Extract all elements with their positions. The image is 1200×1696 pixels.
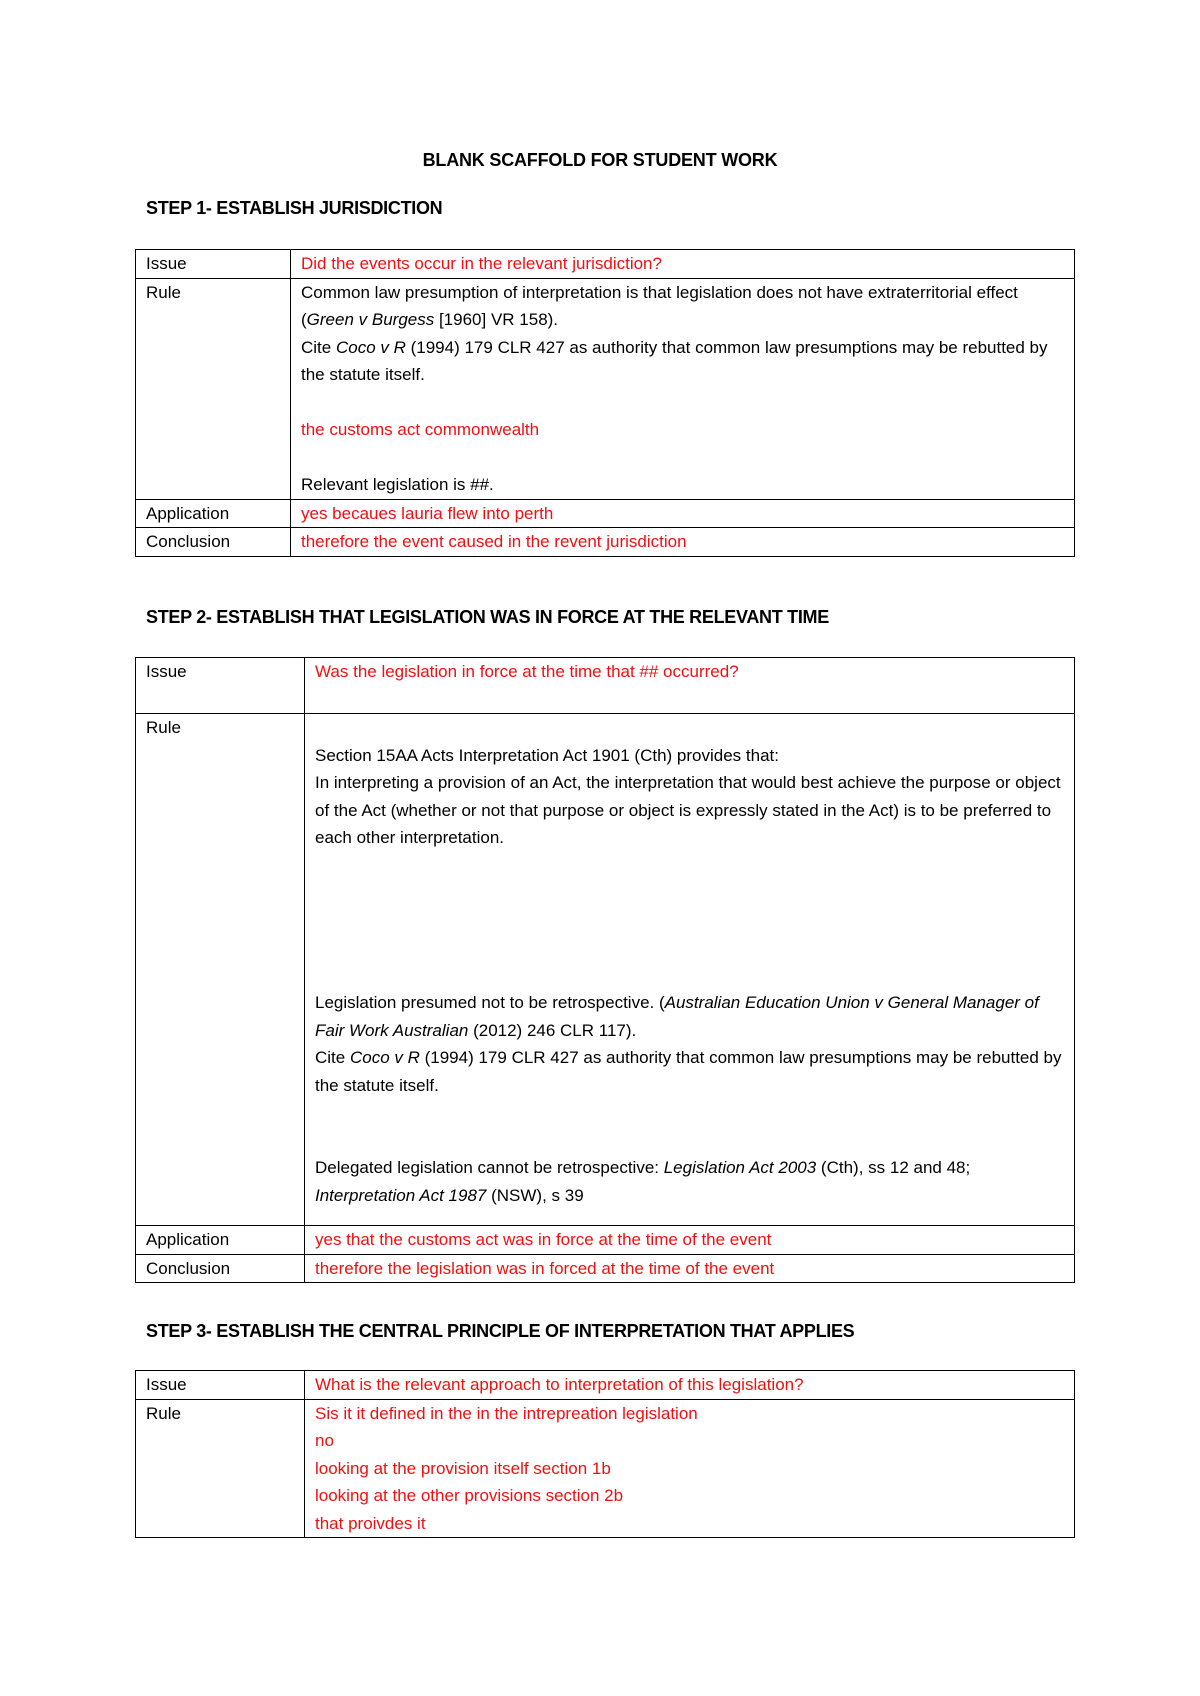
step2-conclusion-text: therefore the legislation was in forced at the time of the event bbox=[305, 1254, 1075, 1283]
case-coco-v-r: Coco v R bbox=[335, 337, 406, 357]
step1-heading: STEP 1- ESTABLISH JURISDICTION bbox=[146, 198, 443, 218]
step3-issue-label: Issue bbox=[136, 1371, 305, 1400]
step1-table bbox=[135, 249, 1075, 557]
step3-table bbox=[135, 1370, 1075, 1538]
step2-rule-paragraph-4: Cite Coco v R (1994) 179 CLR 427 as authority that common law presumptions may be rebutted by the statute itself. bbox=[315, 1048, 1062, 1095]
step2-rule-cell bbox=[305, 714, 1075, 1226]
step2-issue-label: Issue bbox=[136, 658, 305, 714]
step2-issue-row bbox=[136, 658, 1075, 714]
step1-rule-label: Rule bbox=[136, 278, 291, 499]
act-legislation-act-2003: Legislation Act 2003 bbox=[663, 1158, 817, 1177]
step2-rule-paragraph-3: Legislation presumed not to be retrospective. (Australian Education Union v General Manager of Fair Work Australian (2012) 246 CLR 117). bbox=[315, 993, 1039, 1040]
step3-rule-line: that proivdes it bbox=[315, 1513, 426, 1533]
step2-conclusion-row bbox=[136, 1254, 1075, 1283]
step1-application-row bbox=[136, 499, 1075, 528]
step1-rule-paragraph-3: Relevant legislation is ##. bbox=[301, 475, 494, 494]
step3-rule-row bbox=[136, 1399, 1075, 1538]
step2-table bbox=[135, 657, 1075, 1283]
step1-rule-paragraph-2: Cite Coco v R (1994) 179 CLR 427 as authority that common law presumptions may be rebutted by the statute itself. bbox=[301, 337, 1048, 384]
step1-conclusion-row bbox=[136, 528, 1075, 557]
step1-conclusion-text: therefore the event caused in the revent jurisdiction bbox=[291, 528, 1075, 557]
step2-heading: STEP 2- ESTABLISH THAT LEGISLATION WAS IN FORCE AT THE RELEVANT TIME bbox=[146, 607, 829, 627]
step1-issue-text: Did the events occur in the relevant jurisdiction? bbox=[291, 250, 1075, 279]
document-title: BLANK SCAFFOLD FOR STUDENT WORK bbox=[422, 150, 778, 170]
step1-issue-row bbox=[136, 250, 1075, 279]
step2-rule-paragraph-1: Section 15AA Acts Interpretation Act 1901 (Cth) provides that: bbox=[315, 745, 779, 765]
step1-conclusion-label: Conclusion bbox=[136, 528, 291, 557]
step3-rule-line: no bbox=[315, 1431, 334, 1450]
step2-rule-paragraph-5: Delegated legislation cannot be retrospective: Legislation Act 2003 (Cth), ss 12 and 48; Interpretation Act 1987 (NSW), s 39 bbox=[315, 1158, 971, 1205]
step3-rule-label: Rule bbox=[136, 1399, 305, 1538]
step3-heading: STEP 3- ESTABLISH THE CENTRAL PRINCIPLE OF INTERPRETATION THAT APPLIES bbox=[146, 1321, 855, 1341]
step3-rule-cell bbox=[305, 1399, 1075, 1538]
step2-issue-text: Was the legislation in force at the time that ## occurred? bbox=[305, 658, 1075, 714]
step2-rule-label: Rule bbox=[136, 714, 305, 1226]
case-aeu-v-fwa: Australian Education Union v General Manager of Fair Work Australian bbox=[315, 993, 1039, 1040]
step2-rule-row bbox=[136, 714, 1075, 1226]
step3-issue-row bbox=[136, 1371, 1075, 1400]
act-interpretation-act-1987: Interpretation Act 1987 bbox=[315, 1185, 487, 1205]
step1-rule-row bbox=[136, 278, 1075, 499]
case-green-v-burgess: Green v Burgess bbox=[306, 310, 435, 329]
case-coco-v-r: Coco v R bbox=[349, 1048, 420, 1067]
step3-issue-text: What is the relevant approach to interpretation of this legislation? bbox=[305, 1371, 1075, 1400]
step2-application-row bbox=[136, 1226, 1075, 1255]
step1-rule-answer: the customs act commonwealth bbox=[301, 420, 540, 439]
step2-application-text: yes that the customs act was in force at the time of the event bbox=[305, 1226, 1075, 1255]
step1-application-text: yes becaues lauria flew into perth bbox=[291, 499, 1075, 528]
step2-conclusion-label: Conclusion bbox=[136, 1254, 305, 1283]
step1-issue-label: Issue bbox=[136, 250, 291, 279]
step1-rule-cell bbox=[291, 278, 1075, 499]
step3-rule-line: Sis it it defined in the in the intrepreation legislation bbox=[315, 1403, 698, 1423]
step2-application-label: Application bbox=[136, 1226, 305, 1255]
step3-rule-line: looking at the other provisions section 2b bbox=[315, 1486, 624, 1505]
step1-rule-paragraph-1: Common law presumption of interpretation is that legislation does not have extraterritorial effect (Green v Burgess [1960] VR 158). bbox=[301, 282, 1018, 329]
step2-rule-paragraph-2: In interpreting a provision of an Act, the interpretation that would best achieve the purpose or object of the Act (whether or not that purpose or object is expressly stated in the Act) is to be preferred to each other interpretation. bbox=[315, 773, 1061, 847]
step3-rule-line: looking at the provision itself section 1b bbox=[315, 1458, 611, 1478]
step1-application-label: Application bbox=[136, 499, 291, 528]
